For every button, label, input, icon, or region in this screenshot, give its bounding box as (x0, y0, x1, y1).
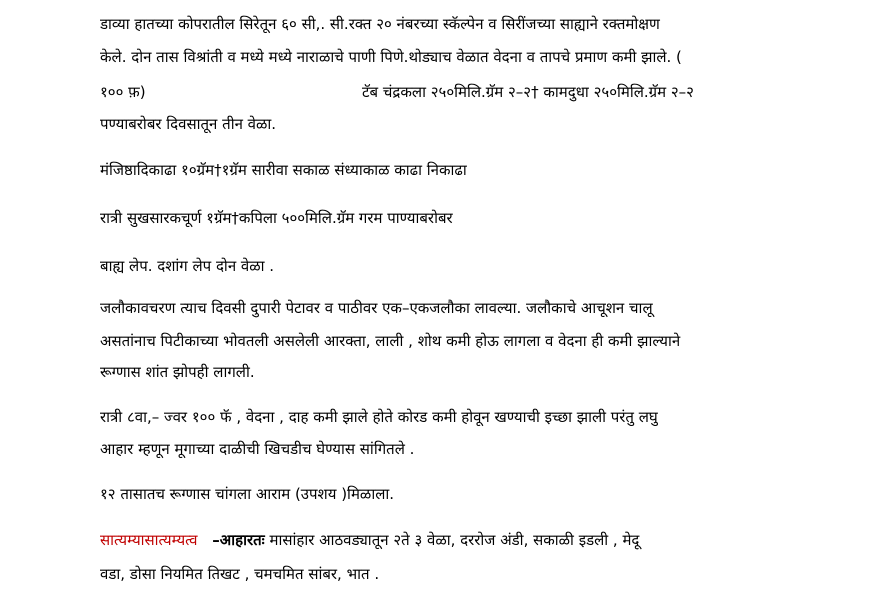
para6-line1: रात्री ८वा,– ज्वर १०० फॅ , वेदना , दाह कमी झाले होते कोरड कमी होवून खण्याची इच्छा झाली परंतु लघु (100, 408, 658, 426)
para4-line: बाह्य लेप. दशांग लेप दोन वेळा . (100, 257, 275, 275)
para8-line1 (100, 530, 840, 550)
para1-line3 (100, 82, 840, 102)
para1-line3-left: १०० फ़) (100, 83, 146, 101)
para1-line3-right: टॅब चंद्रकला २५०मिलि.ग्रॅम २–२† कामदुधा २५०मिलि.ग्रॅम २–२ (362, 83, 694, 101)
para5-line2: असतांनाच पिटीकाच्या भोवतली असलेली आरक्ता, लाली , शोथ कमी होऊ लागला व वेदना ही कमी झाल्याने (100, 332, 681, 350)
para5-line3: रूग्णास शांत झोपही लागली. (100, 363, 255, 381)
para8-line1-rest: मासांहार आठवड्यातून २ते ३ वेळा, दररोज अंडी, सकाळी इडली , मेदू (269, 531, 640, 549)
para5-line1: जलौकावचरण त्याच दिवसी दुपारी पेटावर व पाठीवर एक–एकजलौका लावल्या. जलौकाचे आचूशन चालू (100, 299, 653, 317)
para2-line: मंजिष्ठादिकाढा १०ग्रॅम†१ग्रॅम सारीवा सकाळ संध्याकाळ काढा निकाढा (100, 161, 467, 179)
para1-line2: केले. दोन तास विश्रांती व मध्ये मध्ये नाराळाचे पाणी पिणे.थोड्याच वेळात वेदना व तापचे प्रमाण कमी झाले. ( (100, 48, 682, 66)
para8-heading: सात्यम्यासात्यम्यत्व (100, 531, 198, 549)
para7-line: १२ तासातच रूग्णास चांगला आराम (उपशय )मिळाला. (100, 485, 395, 503)
para3-line: रात्री सुखसारकचूर्ण १ग्रॅम†कपिला ५००मिलि.ग्रॅम गरम पाण्याबरोबर (100, 209, 453, 227)
para8-line2: वडा, डोसा नियमित तिखट , चमचमित सांबर, भात . (100, 565, 380, 583)
para1-line1: डाव्या हातच्या कोपरातील सिरेतून ६० सी,. सी.रक्त २० नंबरच्या स्कॅल्पेन व सिरींजच्या साह्याने रक्तमोक्षण (100, 15, 660, 33)
para8-bold-part: –आहारतः (212, 531, 265, 549)
para1-line4: पण्याबरोबर दिवसातून तीन वेळा. (100, 115, 277, 133)
para6-line2: आहार म्हणून मूगाच्या दाळीची खिचडीच घेण्यास सांगितले . (100, 440, 415, 458)
